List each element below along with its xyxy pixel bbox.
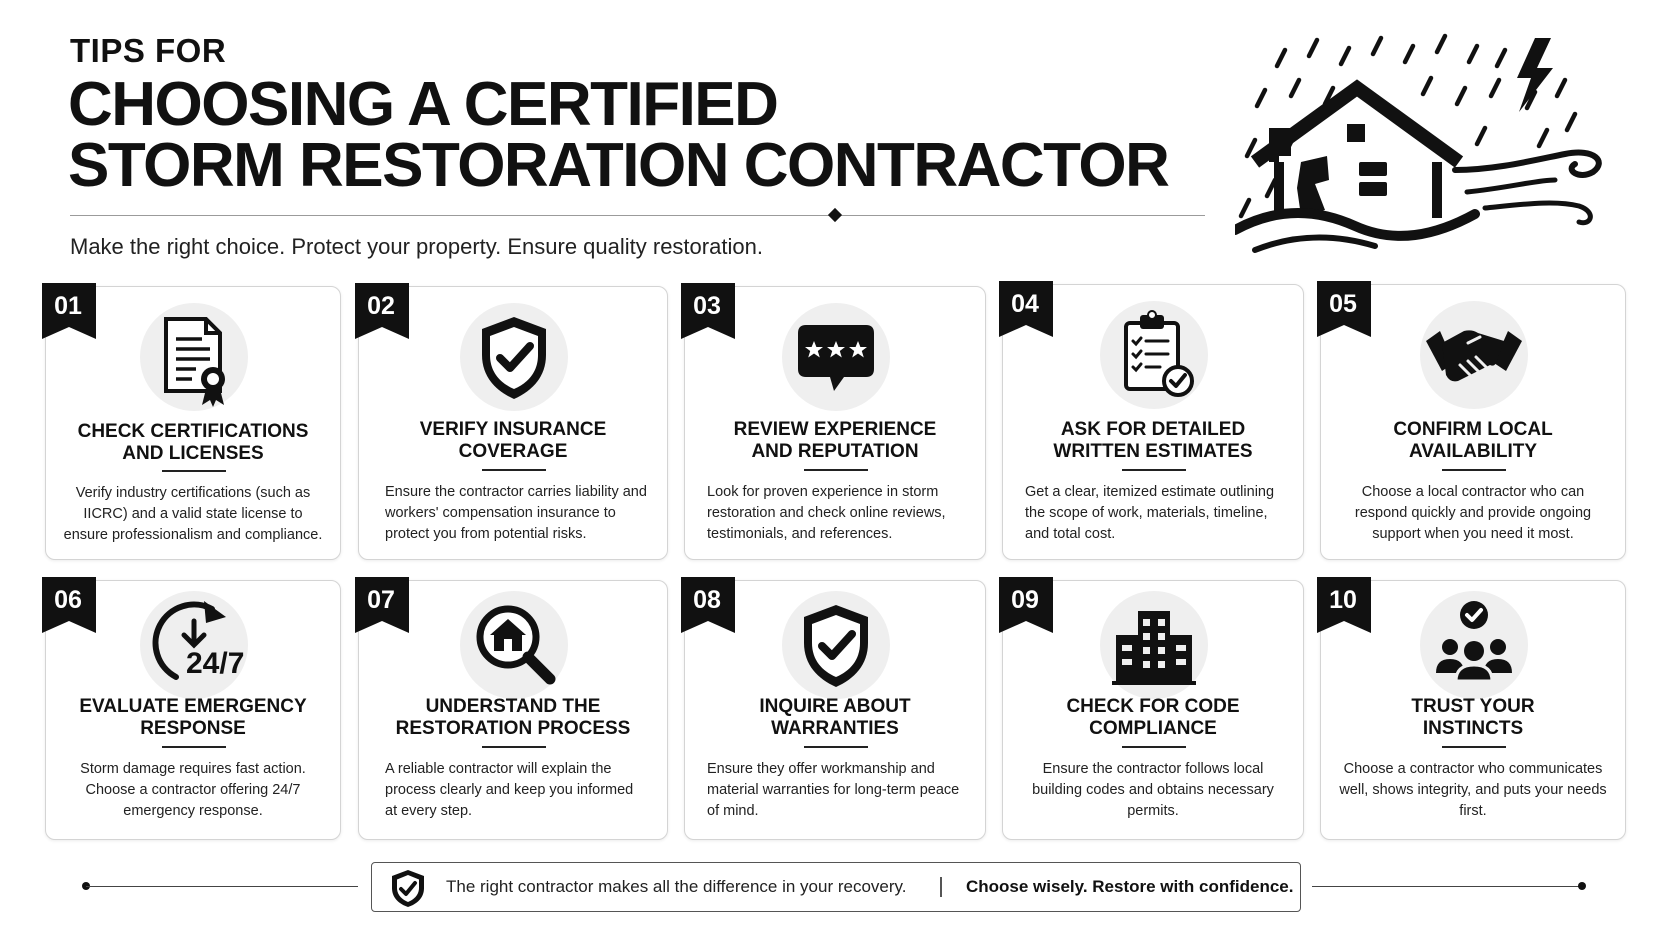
clock-24-7-icon — [140, 591, 248, 699]
tip-description: Storm damage requires fast action. Choose a contractor offering 24/7 emergency response. — [80, 761, 306, 819]
footer-right-dot — [1578, 882, 1586, 890]
tip-number-badge: 05 — [1317, 281, 1371, 337]
tip-title: VERIFY INSURANCE COVERAGE — [419, 419, 607, 462]
svg-text:24/7: 24/7 — [186, 647, 245, 680]
tip-description: Choose a local contractor who can respond quickly and provide ongoing support when you need it most. — [1354, 484, 1592, 542]
tip-divider — [1122, 469, 1186, 471]
tip-title: ASK FOR DETAILED WRITTEN ESTIMATES — [1053, 419, 1253, 462]
tip-description: Get a clear, itemized estimate outlining the scope of work, materials, timeline, and total cost. — [1025, 484, 1275, 542]
tip-description: A reliable contractor will explain the process clearly and keep you informed at every step. — [385, 761, 634, 819]
tip-title: REVIEW EXPERIENCE AND REPUTATION — [733, 419, 937, 462]
header-rule-diamond — [828, 208, 842, 222]
footer-separator — [940, 877, 942, 897]
tip-number-badge: 07 — [355, 577, 409, 633]
tip-divider — [1442, 746, 1506, 748]
tip-card-01 — [45, 286, 341, 560]
clipboard-checklist-icon — [1100, 301, 1208, 409]
tip-number-badge: 02 — [355, 283, 409, 339]
tip-divider — [482, 469, 546, 471]
tip-title: EVALUATE EMERGENCY RESPONSE — [79, 696, 307, 739]
tip-title: UNDERSTAND THE RESTORATION PROCESS — [395, 696, 631, 739]
shield-check-icon — [460, 303, 568, 411]
page-subtitle: Make the right choice. Protect your property. Ensure quality restoration. — [70, 234, 763, 259]
tip-number-badge: 03 — [681, 283, 735, 339]
buildings-icon — [1100, 591, 1208, 699]
tip-number-badge: 01 — [42, 283, 96, 339]
review-stars-icon — [782, 303, 890, 411]
tip-description: Ensure the contractor carries liability and workers' compensation insurance to protect you from potential risks. — [385, 484, 647, 542]
house-magnifier-icon — [460, 591, 568, 699]
shield-check-icon — [782, 591, 890, 699]
tip-title: CHECK FOR CODE COMPLIANCE — [1066, 696, 1240, 739]
shield-check-icon — [388, 868, 428, 908]
tip-number-badge: 04 — [999, 281, 1053, 337]
tip-description: Look for proven experience in storm restoration and check online reviews, testimonials, and references. — [707, 484, 946, 542]
tip-card-03 — [684, 286, 986, 560]
tip-divider — [162, 746, 226, 748]
tip-card-06 — [45, 580, 341, 840]
tip-card-02 — [358, 286, 668, 560]
tip-card-07 — [358, 580, 668, 840]
tip-card-10 — [1320, 580, 1626, 840]
tip-divider — [1122, 746, 1186, 748]
footer-left-line — [86, 886, 358, 887]
tip-description: Choose a contractor who communicates well, shows integrity, and puts your needs first. — [1339, 761, 1607, 819]
tip-card-08 — [684, 580, 986, 840]
tip-divider — [804, 746, 868, 748]
tip-title: CHECK CERTIFICATIONS AND LICENSES — [77, 421, 309, 464]
tip-card-09 — [1002, 580, 1304, 840]
tip-description: Ensure they offer workmanship and material warranties for long-term peace of mind. — [707, 761, 960, 819]
tip-description: Ensure the contractor follows local building codes and obtains necessary permits. — [1032, 761, 1274, 819]
header-kicker: TIPS FOR — [70, 32, 227, 69]
tip-number-badge: 08 — [681, 577, 735, 633]
page-title-line2: STORM RESTORATION CONTRACTOR — [68, 131, 1169, 200]
tip-number-badge: 06 — [42, 577, 96, 633]
storm-house-icon — [1235, 30, 1615, 255]
tip-divider — [162, 470, 226, 472]
tip-divider — [482, 746, 546, 748]
tip-title: TRUST YOUR INSTINCTS — [1411, 696, 1535, 739]
footer-banner — [371, 862, 1301, 912]
tip-divider — [804, 469, 868, 471]
tip-number-badge: 10 — [1317, 577, 1371, 633]
tip-card-05 — [1320, 284, 1626, 560]
footer-tagline: Choose wisely. Restore with confidence. — [966, 877, 1294, 896]
handshake-icon — [1420, 301, 1528, 409]
page-title-line1: CHOOSING A CERTIFIED — [68, 70, 778, 139]
tip-divider — [1442, 469, 1506, 471]
page-title — [68, 70, 1169, 200]
header-rule — [70, 215, 1205, 216]
certificate-icon — [140, 303, 248, 411]
footer-right-line — [1312, 886, 1580, 887]
footer-message: The right contractor makes all the difference in your recovery. — [446, 877, 907, 896]
tip-number-badge: 09 — [999, 577, 1053, 633]
tip-title: INQUIRE ABOUT WARRANTIES — [759, 696, 911, 739]
team-check-icon — [1420, 591, 1528, 699]
tip-title: CONFIRM LOCAL AVAILABILITY — [1393, 419, 1553, 462]
tip-description: Verify industry certifications (such as IICRC) and a valid state license to ensure professionalism and compliance. — [63, 485, 323, 543]
tip-card-04 — [1002, 284, 1304, 560]
